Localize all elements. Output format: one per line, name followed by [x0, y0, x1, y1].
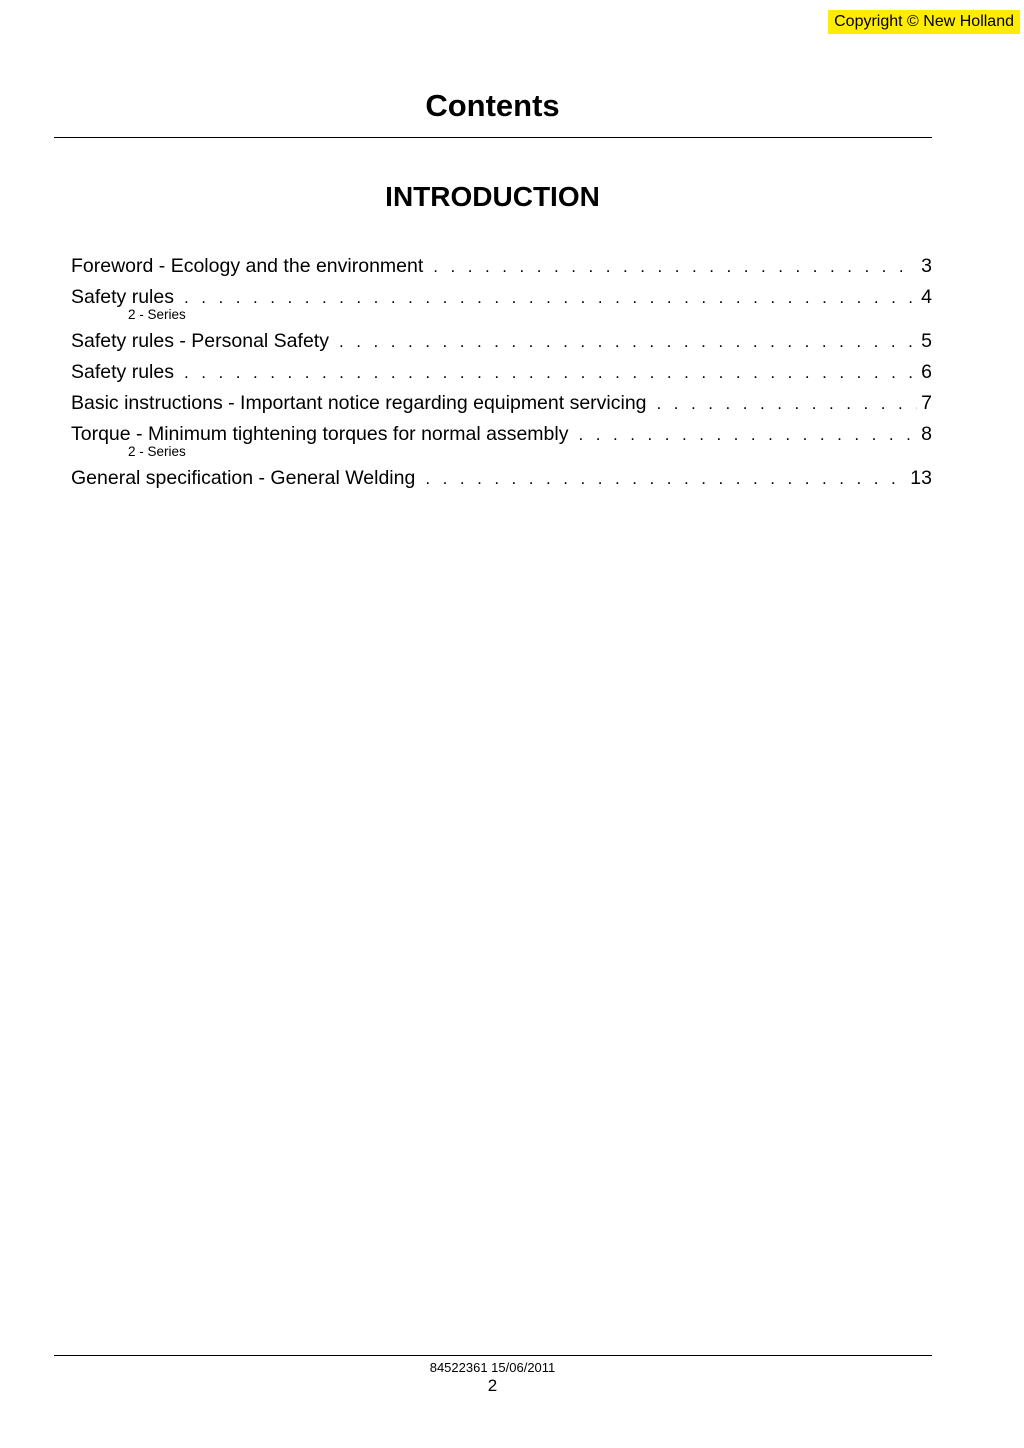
footer-page-number: 2 — [487, 1376, 498, 1395]
toc-page-number[interactable]: 3 — [921, 255, 932, 277]
toc-entry-label[interactable]: Safety rules — [71, 286, 174, 308]
toc-entry-label[interactable]: Torque - Minimum tightening torques for normal assembly — [71, 423, 569, 445]
toc-entry-general-welding[interactable] — [71, 467, 932, 490]
toc-entry-safety-rules-2[interactable] — [71, 361, 932, 384]
toc-entry-series: 2 - Series — [128, 444, 186, 459]
toc-page-number[interactable]: 4 — [921, 286, 932, 308]
toc-dot-leader — [339, 330, 917, 353]
toc-entry-label[interactable]: General specification - General Welding — [71, 467, 416, 489]
page-title: Contents — [425, 88, 560, 123]
table-of-contents — [71, 255, 932, 498]
toc-entry-personal-safety[interactable] — [71, 330, 932, 353]
header-divider — [54, 137, 932, 138]
toc-page-number[interactable]: 8 — [921, 423, 932, 445]
toc-page-number[interactable]: 6 — [921, 361, 932, 383]
footer-document-info: 84522361 15/06/2011 — [429, 1360, 556, 1375]
copyright-notice: Copyright © New Holland — [828, 10, 1020, 34]
toc-entry-foreword[interactable] — [71, 255, 932, 278]
toc-entry-label[interactable]: Safety rules - Personal Safety — [71, 330, 329, 352]
toc-entry-torque[interactable] — [71, 423, 932, 459]
section-title: INTRODUCTION — [385, 181, 600, 212]
toc-dot-leader — [578, 423, 917, 446]
toc-entry-basic-instructions[interactable] — [71, 392, 932, 415]
toc-dot-leader — [184, 286, 917, 309]
toc-dot-leader — [433, 255, 917, 278]
toc-dot-leader — [657, 392, 918, 415]
toc-page-number[interactable]: 13 — [910, 467, 932, 489]
toc-entry-label[interactable]: Safety rules — [71, 361, 174, 383]
toc-entry-label[interactable]: Basic instructions - Important notice regarding equipment servicing — [71, 392, 647, 414]
toc-page-number[interactable]: 7 — [921, 392, 932, 414]
toc-dot-leader — [425, 467, 900, 490]
toc-entry-safety-rules[interactable] — [71, 286, 932, 322]
toc-page-number[interactable]: 5 — [921, 330, 932, 352]
toc-dot-leader — [184, 361, 917, 384]
footer-divider — [54, 1355, 932, 1356]
toc-entry-label[interactable]: Foreword - Ecology and the environment — [71, 255, 424, 277]
toc-entry-series: 2 - Series — [128, 307, 186, 322]
